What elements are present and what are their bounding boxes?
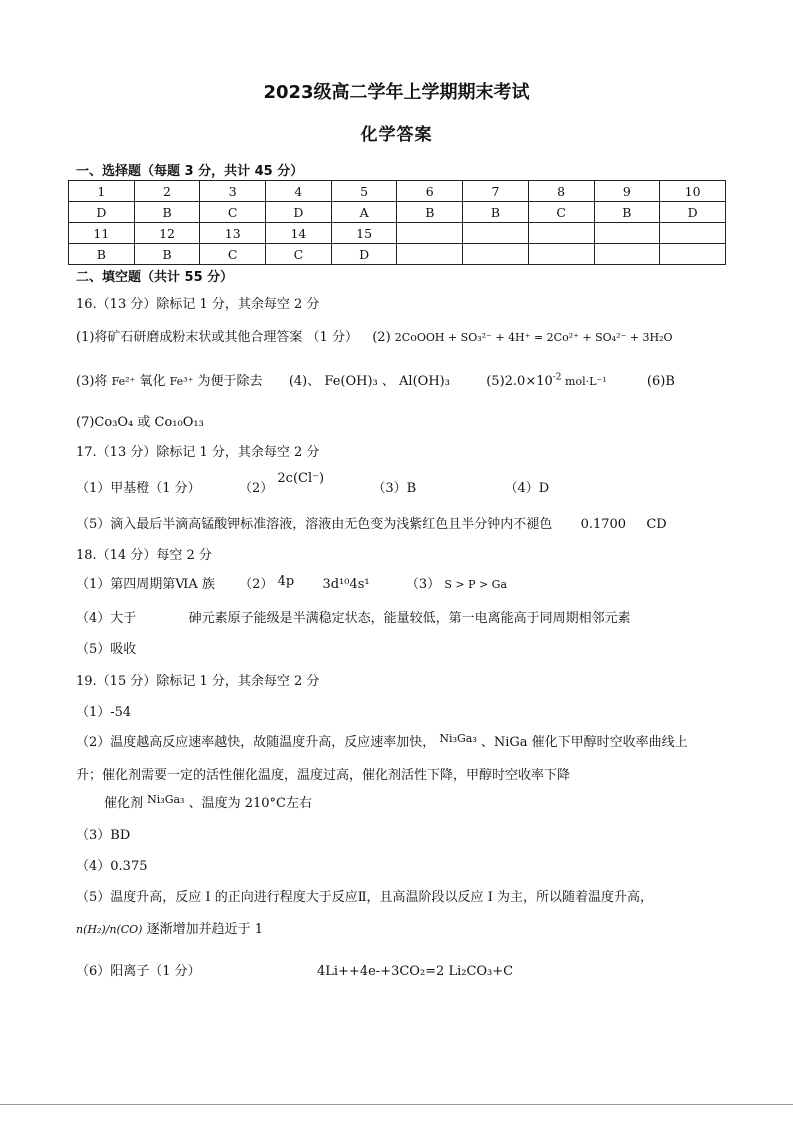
q19-catalyst: Ni₃Ga₃ [439,732,477,745]
q19-part2-b: 、NiGa 催化下甲醇时空收率曲线上 [480,735,688,750]
q19-part5-d: 逐渐增加并趋近于 1 [146,922,264,937]
table-cell: D [331,244,397,265]
q19-part2-c: 升；催化剂需要一定的活性催化温度，温度过高，催化剂活性下降，甲醇时空收率下降 [76,768,571,783]
table-cell: 12 [134,223,200,244]
table-row [69,202,726,223]
q17-part5-choice: CD [646,517,667,532]
q16-part5-exponent: -2 [552,372,562,383]
table-cell: C [266,244,332,265]
table-cell: D [69,202,135,223]
q19-answer-5-line1 [76,886,653,905]
q17-heading: 17.（13 分）除标记 1 分，其余每空 2 分 [76,445,320,460]
q16-part5-unit: mol·L⁻¹ [561,375,607,388]
q16-answer-1-2 [76,326,673,345]
table-cell: B [463,202,529,223]
q16-heading: 16.（13 分）除标记 1 分，其余每空 2 分 [76,297,320,312]
table-cell: C [528,202,594,223]
q18-part4-b: 砷元素原子能级是半满稳定状态，能量较低，第一电离能高于同周期相邻元素 [188,611,631,626]
q16-part4-a: (4)、 [288,374,321,389]
q16-aloh3: Al(OH)₃ [399,374,450,389]
q16-feoh3: Fe(OH)₃ [324,374,378,389]
table-cell [528,223,594,244]
q16-fe2-ion: Fe²⁺ [111,375,136,388]
q16-part6: (6)B [646,374,675,389]
q19-part6-a: （6）阳离子（1 分） [76,964,201,979]
q19-reaction-1b: Ⅰ [487,890,493,905]
table-cell [463,223,529,244]
q17-part4: （4）D [504,481,550,496]
q16-part7: (7)Co₃O₄ 或 Co₁₀O₁₃ [76,415,204,430]
q19-part2-a: （2）温度越高反应速率越快，故随温度升高，反应速率加快， [76,735,436,750]
section-fill-heading: 二、填空题（共计 55 分） [76,270,234,285]
q19-ratio: n(H₂)/n(CO) [76,923,143,936]
q18-part5: （5）吸收 [76,642,137,657]
table-cell: 13 [200,223,266,244]
exam-title: 2023级高二学年上学期期末考试 [263,82,530,103]
q19-part5-a: （5）温度升高，反应 [76,890,202,905]
q18-answer-4 [76,607,631,626]
q16-equation: 2CoOOH + SO₃²⁻ + 4H⁺ = 2Co²⁺ + SO₄²⁻ + 3H₂O [394,331,673,344]
table-cell [397,223,463,244]
q19-part5-c: 为主，所以随着温度升高， [496,890,653,905]
q19-answer-5-line2 [76,918,263,937]
table-cell: D [660,202,726,223]
table-row [69,181,726,202]
q17-part5-value: 0.1700 [580,517,627,532]
q18-part3-order: S > P > Ga [444,578,508,591]
q19-answer-2-line1 [76,731,688,750]
table-cell: 14 [266,223,332,244]
table-cell: 4 [266,181,332,202]
q16-part3-c: 为便于除去 [197,374,263,389]
table-cell: B [134,244,200,265]
table-cell [660,223,726,244]
table-cell: 10 [660,181,726,202]
q17-part1: （1）甲基橙（1 分） [76,481,201,496]
table-cell: 2 [134,181,200,202]
table-cell: D [266,202,332,223]
table-row [69,244,726,265]
table-cell: 8 [528,181,594,202]
table-cell [594,244,660,265]
q19-part2-e: 、温度为 210°C左右 [188,796,313,811]
q18-part2-label: （2） [239,577,274,592]
table-cell [463,244,529,265]
q17-answer-1-4 [76,471,550,496]
q18-part1: （1）第四周期第ⅥA 族 [76,577,215,592]
q19-part1: （1）-54 [76,705,132,720]
table-cell: 5 [331,181,397,202]
q17-part2-value: 2c(Cl⁻) [277,471,325,486]
q19-part4: （4）0.375 [76,859,148,874]
table-cell: 1 [69,181,135,202]
q16-part1: (1)将矿石研磨成粉末状或其他合理答案 （1 分） [76,330,358,345]
q19-part6-b: 4Li++4e-+3CO₂=2 Li₂CO₃+C [316,964,514,979]
page-bottom-rule [0,1104,793,1105]
q16-part3-b: 氧化 [139,374,166,389]
table-cell: B [594,202,660,223]
table-row [69,223,726,244]
section-choice-heading: 一、选择题（每题 3 分，共计 45 分） [76,164,304,179]
table-cell [660,244,726,265]
q19-catalyst-2: Ni₃Ga₃ [147,793,185,806]
answer-subtitle: 化学答案 [360,125,433,145]
q17-part5: （5）滴入最后半滴高锰酸钾标准溶液，溶液由无色变为浅紫红色且半分钟内不褪色 [76,517,553,532]
table-cell: 11 [69,223,135,244]
table-cell: 3 [200,181,266,202]
q17-part3: （3）B [372,481,417,496]
q16-part5: (5)2.0×10 [486,374,553,389]
table-cell: C [200,244,266,265]
q17-part2-label: （2） [238,481,274,496]
q18-part2-config: 3d¹⁰4s¹ [322,577,370,592]
q16-part4-b: 、 [381,374,395,389]
answer-table [68,180,726,265]
table-cell: A [331,202,397,223]
table-cell [528,244,594,265]
table-cell [594,223,660,244]
table-cell: 7 [463,181,529,202]
q17-answer-5 [76,513,667,532]
q19-heading: 19.（15 分）除标记 1 分，其余每空 2 分 [76,674,320,689]
q16-answer-3-6 [76,370,675,389]
table-cell: 15 [331,223,397,244]
table-cell: B [397,202,463,223]
table-cell: 6 [397,181,463,202]
q18-part3-label: （3） [405,577,441,592]
q19-answer-6 [76,960,513,979]
q18-heading: 18.（14 分）每空 2 分 [76,548,212,563]
q18-answer-1-3 [76,573,507,592]
table-cell: B [69,244,135,265]
q19-answer-2-line3 [104,792,312,811]
table-cell [397,244,463,265]
q16-part2-label: (2) [372,330,391,345]
q16-part3-a: (3)将 [76,374,108,389]
q16-fe3-ion: Fe³⁺ [169,375,194,388]
q19-part2-d: 催化剂 [104,796,144,811]
q18-part2-orbital: 4p [277,574,295,589]
q19-part3: （3）BD [76,828,131,843]
q19-part5-b: 的正向进行程度大于反应Ⅱ，且高温阶段以反应 [214,890,484,905]
table-cell: B [134,202,200,223]
table-cell: C [200,202,266,223]
table-cell: 9 [594,181,660,202]
q18-part4-a: （4）大于 [76,611,137,626]
q19-reaction-1: Ⅰ [205,890,211,905]
